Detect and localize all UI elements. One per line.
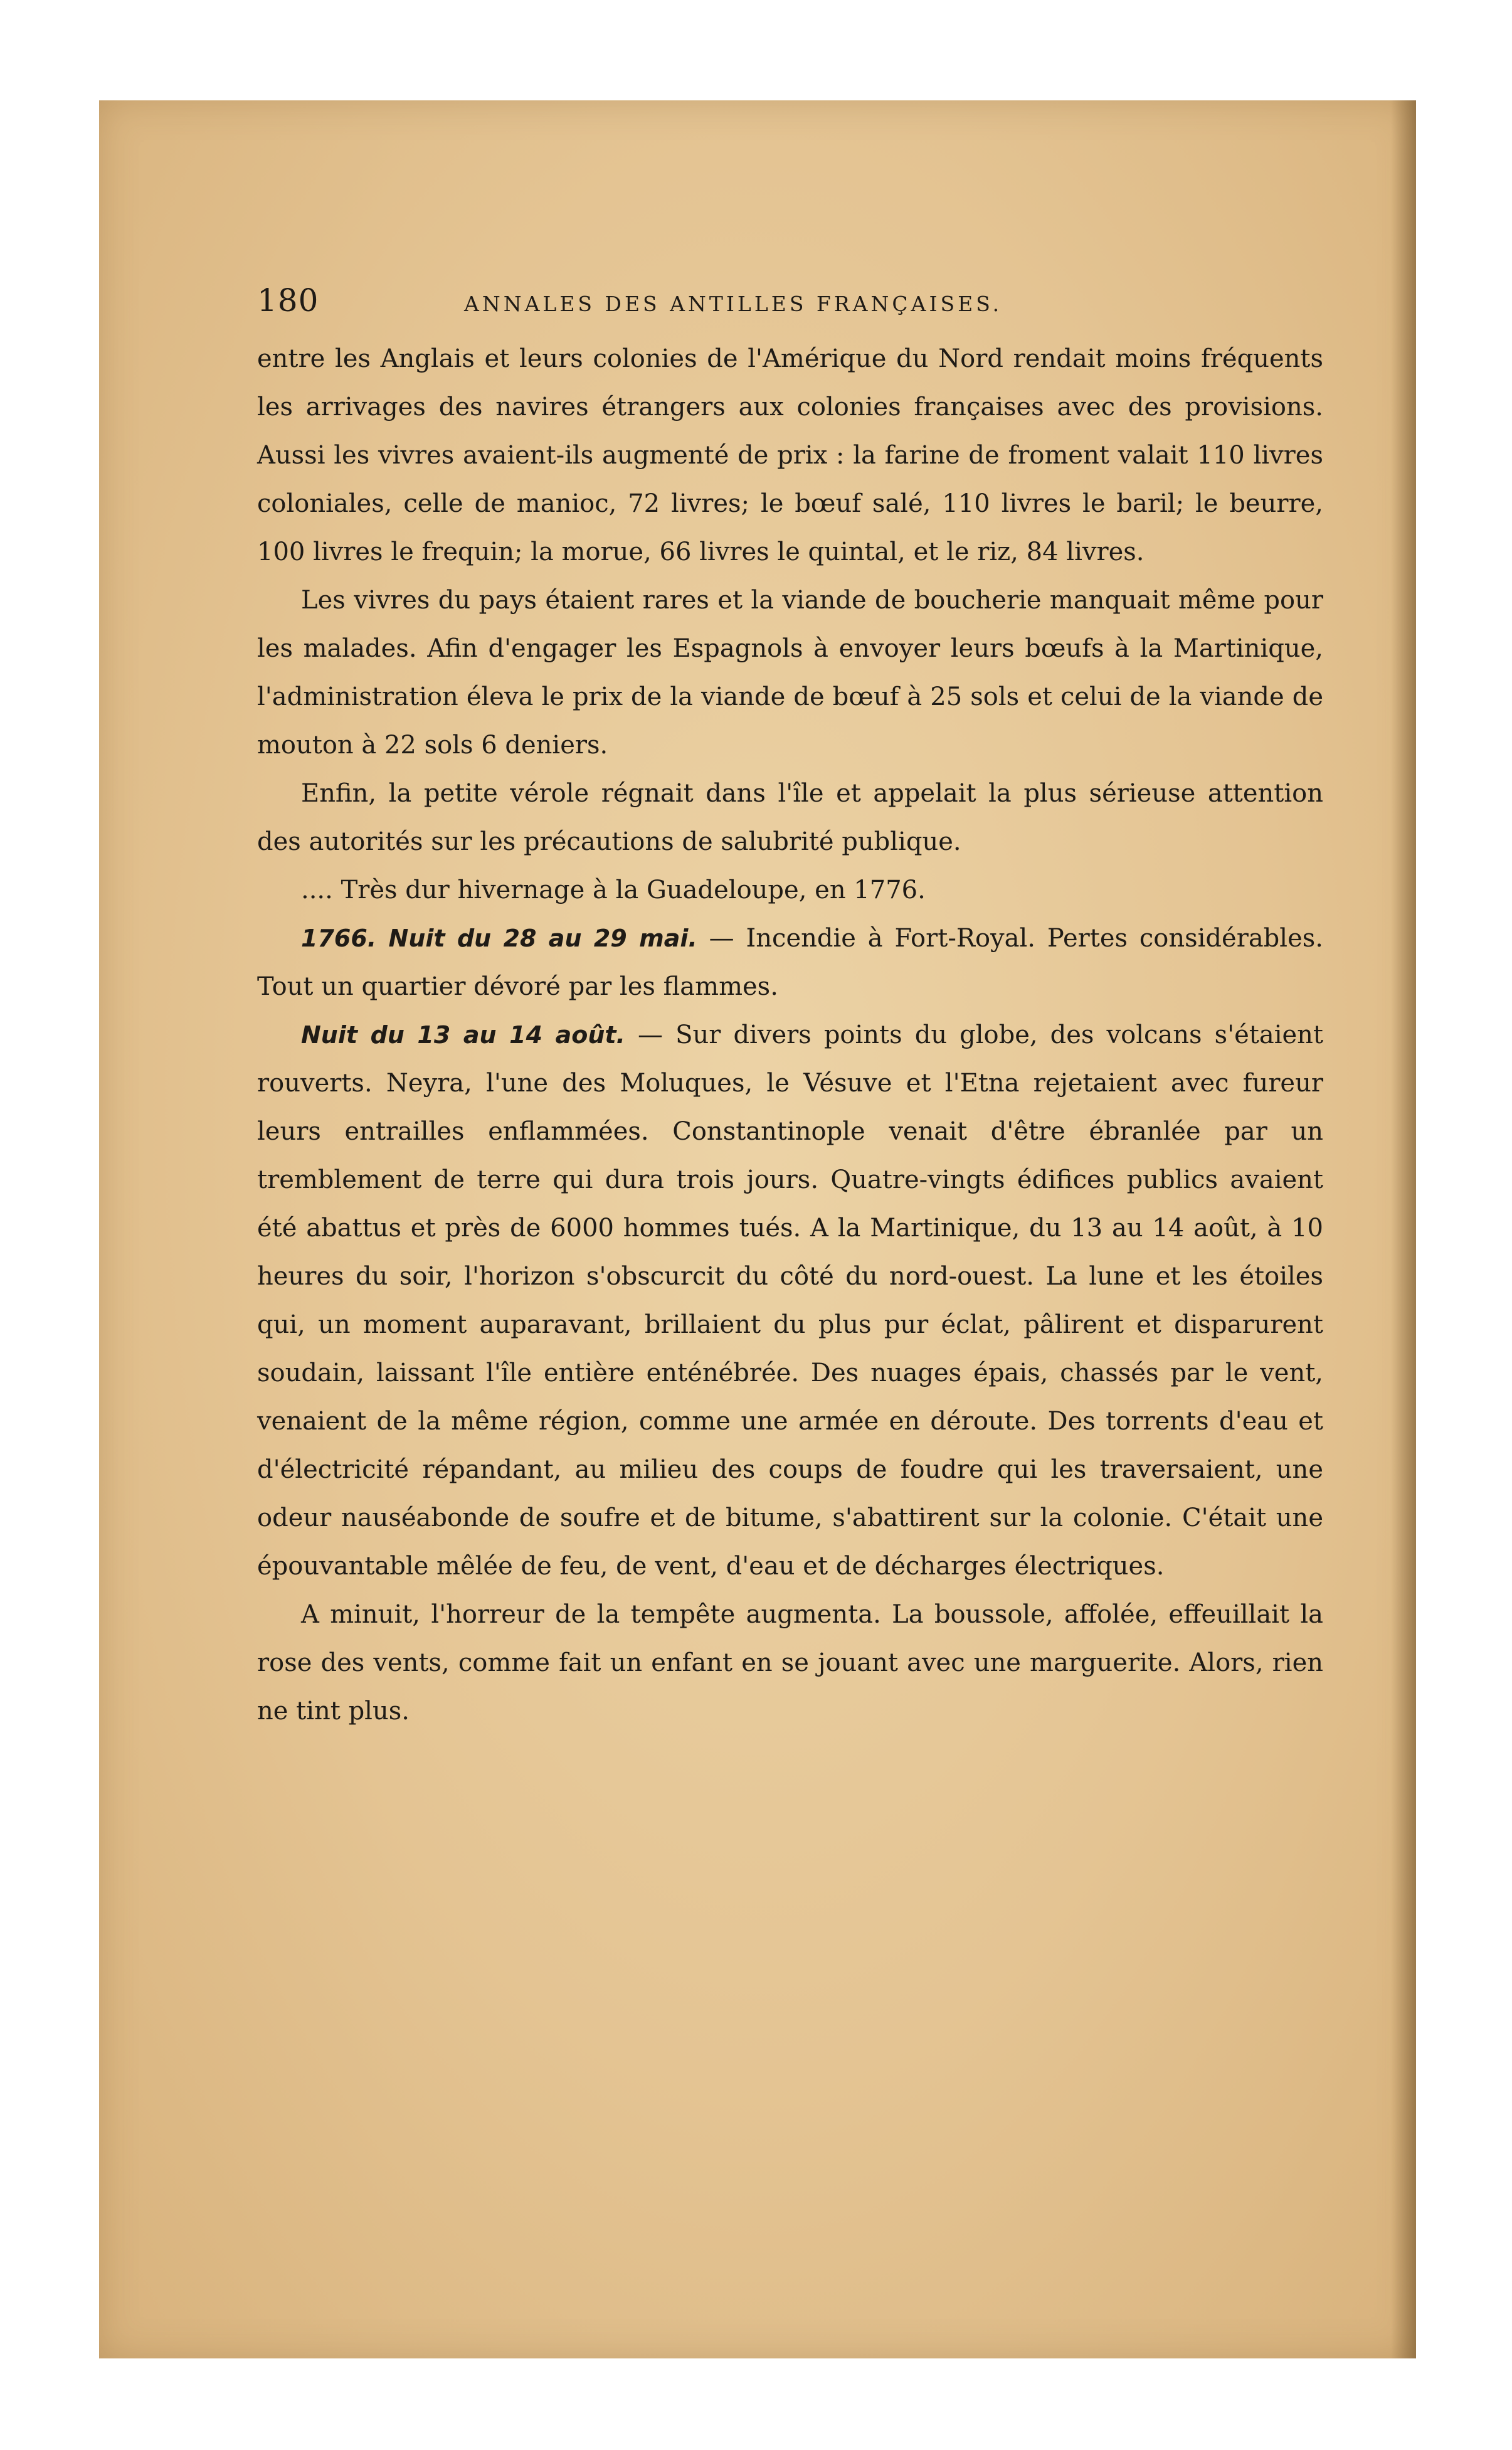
paragraph-4-text: .... Très dur hivernage à la Guadeloupe, en 1776. (301, 876, 926, 904)
paragraph-2-text: Les vivres du pays étaient rares et la viande de boucherie manquait même pour les malades. Afin d'engager les Espagnols à envoyer leurs bœufs à la Martinique, l'administration éleva le prix de la viande de bœuf à 25 sols et celui de la viande de mouton à 22 sols 6 deniers. (257, 586, 1323, 760)
entry-date-label: Nuit du 13 au 14 août. (301, 1021, 625, 1049)
entry-text: — Sur divers points du globe, des volcans s'étaient rouverts. Neyra, l'une des Moluques, le Vésuve et l'Etna rejetaient avec fureur leurs entrailles enflammées. Constantinople venait d'être ébranlée par un tremblement de terre qui dura trois jours. Quatre-vingts édifices publics avaient été abattus et près de 6000 hommes tués. A la Martinique, du 13 au 14 août, à 10 heures du soir, l'horizon s'obscurcit du côté du nord-ouest. La lune et les étoiles qui, un moment auparavant, brillaient du plus pur éclat, pâlirent et disparurent soudain, laissant l'île entière enténébrée. Des nuages épais, chassés par le vent, venaient de la même région, comme une armée en déroute. Des torrents d'eau et d'électricité répandant, au milieu des coups de foudre qui les traversaient, une odeur nauséabonde de soufre et de bitume, s'abattirent sur la colonie. C'était une épouvantable mêlée de feu, de vent, d'eau et de décharges électriques. (257, 1021, 1323, 1581)
page-edge-shadow (1391, 100, 1416, 2358)
running-head-title: ANNALES DES ANTILLES FRANÇAISES. (464, 292, 1003, 316)
paragraph-7-text: A minuit, l'horreur de la tempête augmenta. La boussole, affolée, effeuillait la rose des vents, comme fait un enfant en se jouant avec une marguerite. Alors, rien ne tint plus. (257, 1600, 1323, 1726)
page-number: 180 (257, 282, 319, 319)
paragraph-7 (257, 1591, 1323, 1736)
page-text-block (257, 282, 1323, 1736)
paragraph-2 (257, 576, 1323, 770)
paragraph-4 (257, 866, 1323, 915)
running-head (257, 282, 1323, 326)
entry-date-label: 1766. Nuit du 28 au 29 mai. (301, 925, 697, 952)
entry-august-storm (257, 1011, 1323, 1591)
entry-1766-fire (257, 915, 1323, 1011)
paragraph-1 (257, 335, 1323, 576)
entry-text: — Incendie à Fort-Royal. Pertes considérables. Tout un quartier dévoré par les flammes. (257, 924, 1323, 1001)
paragraph-3-text: Enfin, la petite vérole régnait dans l'île et appelait la plus sérieuse attention des autorités sur les précautions de salubrité publique. (257, 779, 1323, 856)
paragraph-1-text: entre les Anglais et leurs colonies de l'Amérique du Nord rendait moins fréquents les arrivages des navires étrangers aux colonies françaises avec des provisions. Aussi les vivres avaient-ils augmenté de prix : la farine de froment valait 110 livres coloniales, celle de manioc, 72 livres; le bœuf salé, 110 livres le baril; le beurre, 100 livres le frequin; la morue, 66 livres le quintal, et le riz, 84 livres. (257, 344, 1323, 566)
paragraph-3 (257, 770, 1323, 866)
